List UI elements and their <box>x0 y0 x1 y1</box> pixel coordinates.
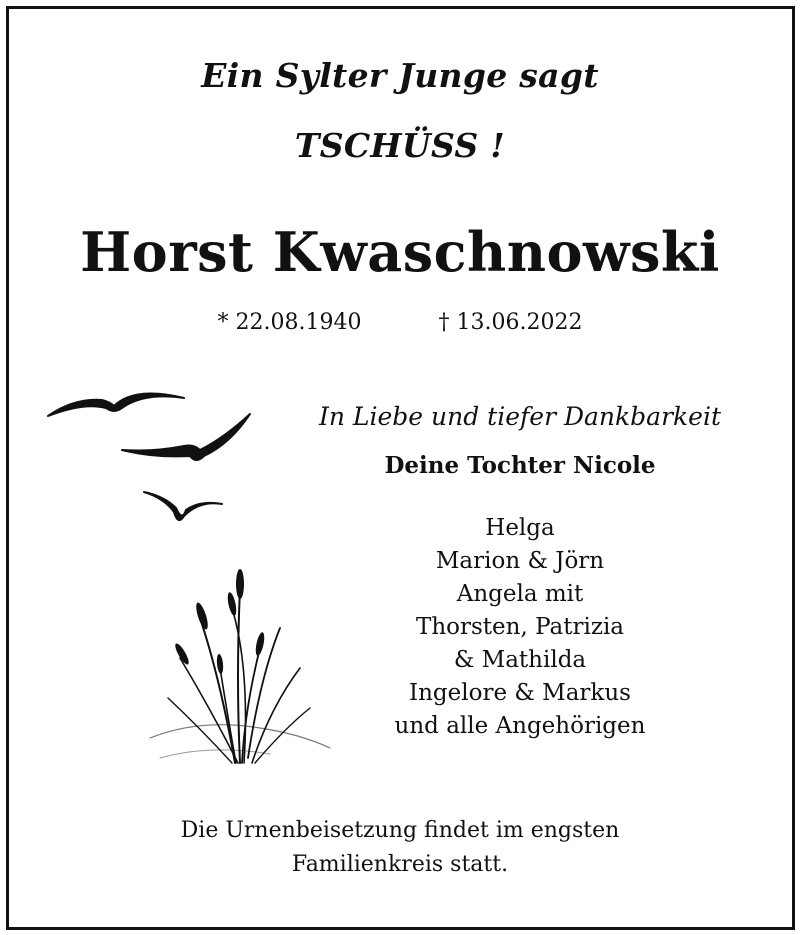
mourner-entry: Thorsten, Patrizia <box>415 614 625 640</box>
mourner-entry: und alle Angehörigen <box>394 713 646 739</box>
deceased-name: Horst Kwaschnowski <box>80 220 720 284</box>
mourner-entry: Ingelore & Markus <box>409 680 631 706</box>
life-dates <box>0 310 800 335</box>
funeral-note-line-2: Familienkreis statt. <box>291 852 509 877</box>
mourner-entry: Marion & Jörn <box>435 548 605 574</box>
mourner-entry: Helga <box>485 515 555 541</box>
seagulls-illustration <box>44 378 274 538</box>
mourners-list <box>290 512 750 743</box>
headline-line-1: Ein Sylter Junge sagt <box>201 56 599 95</box>
headline-line-2: TSCHÜSS ! <box>294 126 506 165</box>
mourner-entry: Angela mit <box>456 581 584 607</box>
birth-date: * 22.08.1940 <box>217 310 362 335</box>
daughter-name: Deine Tochter Nicole <box>384 452 656 479</box>
funeral-note-line-1: Die Urnenbeisetzung findet im engsten <box>180 818 620 843</box>
tribute-text: In Liebe und tiefer Dankbarkeit <box>318 402 722 431</box>
mourner-entry: & Mathilda <box>453 647 587 673</box>
death-date: † 13.06.2022 <box>438 310 583 335</box>
funeral-note <box>0 814 800 882</box>
